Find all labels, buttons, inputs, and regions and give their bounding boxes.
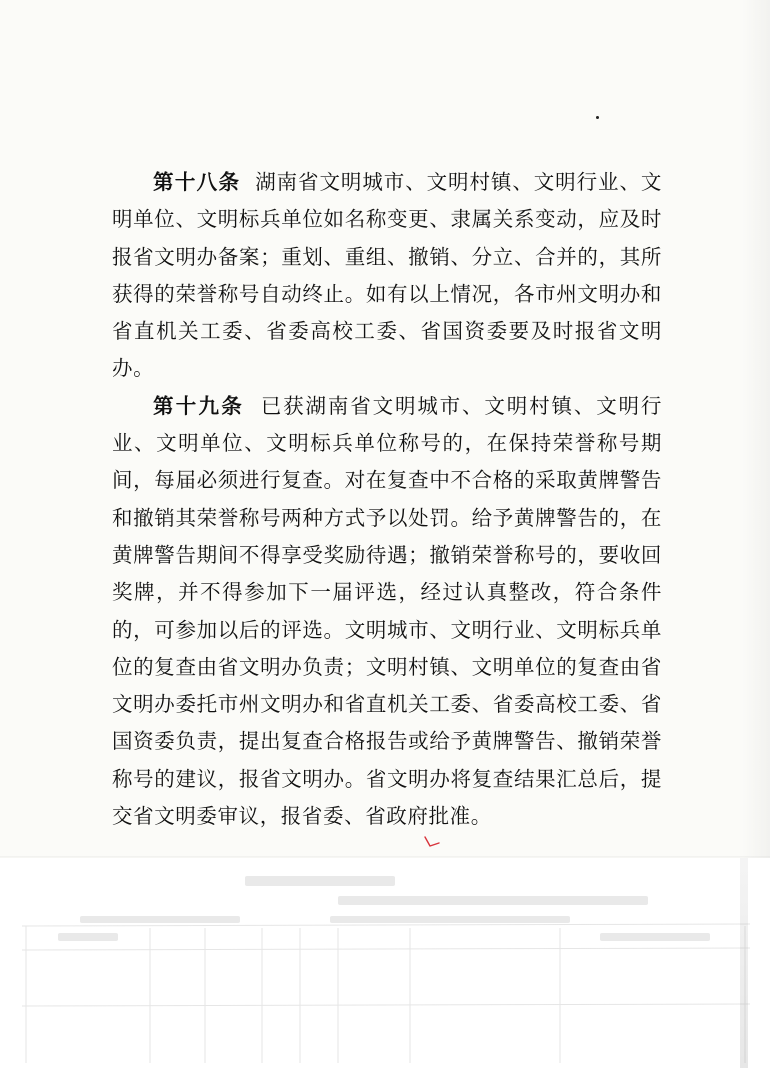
stray-dot bbox=[596, 116, 599, 119]
article-18 bbox=[112, 164, 662, 388]
article-18-heading: 第十八条 bbox=[153, 170, 241, 194]
article-19-text: 已获湖南省文明城市、文明村镇、文明行业、文明单位、文明标兵单位称号的，在保持荣誉称号期间，每届必须进行复查。对在复查中不合格的采取黄牌警告和撤销其荣誉称号两种方式予以处罚。给予黄牌警告的，在黄牌警告期间不得享受奖励待遇；撤销荣誉称号的，要收回奖牌，并不得参加下一届评选，经过认真整改，符合条件的，可参加以后的评选。文明城市、文明行业、文明标兵单位的复查由省文明办负责；文明村镇、文明单位的复查由省文明办委托市州文明办和省直机关工委、省委高校工委、省国资委负责，提出复查合格报告或给予黄牌警告、撤销荣誉称号的建议，报省文明办。省文明办将复查结果汇总后，提交省文明委审议，报省委、省政府批准。 bbox=[112, 393, 663, 829]
article-content bbox=[112, 164, 662, 835]
bleed-through-table bbox=[0, 858, 770, 1068]
article-19-heading: 第十九条 bbox=[153, 393, 245, 418]
scan-right-stain bbox=[740, 858, 748, 1068]
red-check-mark-icon bbox=[424, 835, 440, 847]
article-18-text: 湖南省文明城市、文明村镇、文明行业、文明单位、文明标兵单位如名称变更、隶属关系变动，应及时报省文明办备案；重划、重组、撤销、分立、合并的，其所获得的荣誉称号自动终止。如有以上情况，各市州文明办和省直机关工委、省委高校工委、省国资委要及时报省文明办。 bbox=[112, 170, 662, 381]
article-19 bbox=[112, 388, 662, 836]
